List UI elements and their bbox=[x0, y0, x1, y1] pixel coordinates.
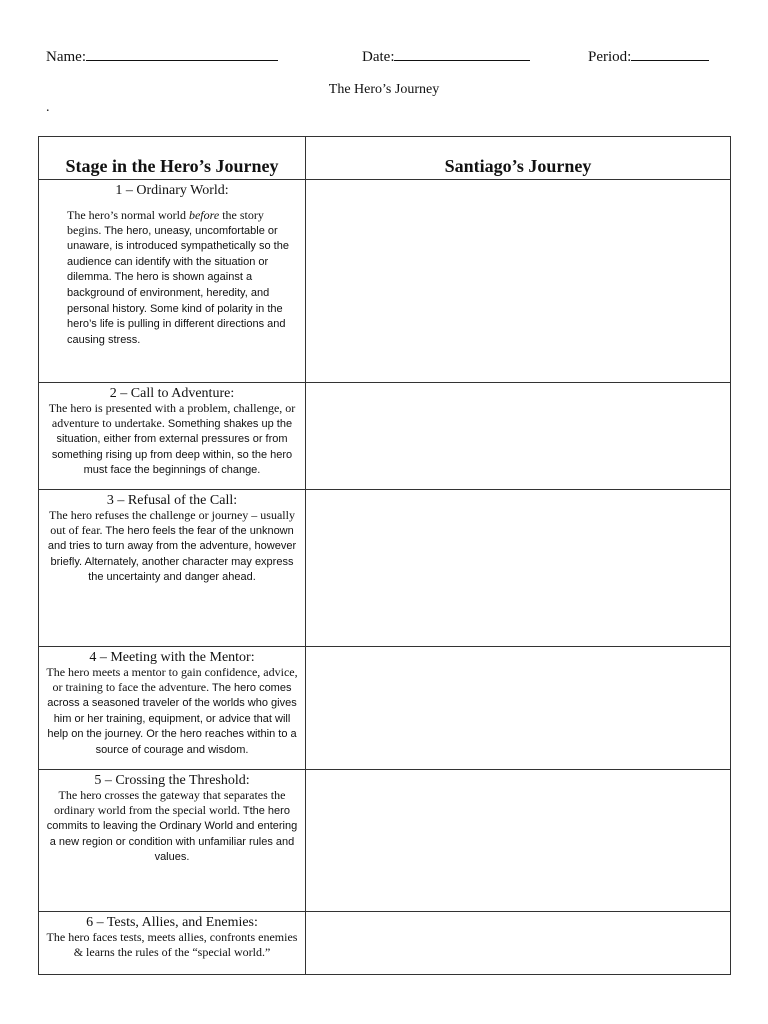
date-field[interactable] bbox=[362, 46, 530, 66]
answer-cell[interactable] bbox=[306, 490, 731, 647]
name-field[interactable] bbox=[46, 46, 278, 66]
document-title: The Hero’s Journey bbox=[328, 82, 440, 97]
stage-cell bbox=[39, 912, 306, 975]
stage-cell bbox=[39, 383, 306, 490]
stage-description bbox=[39, 401, 305, 478]
desc-sans: The hero feels the fear of the unknown and tries to turn away from the adventure, however briefly. Alternately, another character may express the uncertainty and danger ahead. bbox=[47, 524, 297, 584]
stage-cell bbox=[39, 180, 306, 383]
table-row bbox=[39, 383, 731, 490]
desc-sans: Something shakes up the situation, either from external pressures or from something rising up from deep within, so the hero must face the beginnings of change. bbox=[51, 417, 293, 477]
desc-sans: The hero, uneasy, uncomfortable or unaware, is introduced sympathetically so the audience can identify with the situation or dilemma. The hero is shown against a background of environment, heredity, and personal history. Some kind of polarity in the hero’s life is pulling in different directions and causing stress. bbox=[67, 224, 289, 346]
stage-cell bbox=[39, 490, 306, 647]
table-row bbox=[39, 770, 731, 912]
desc-serif-b: the story begins. bbox=[67, 208, 264, 237]
stage-description bbox=[39, 665, 305, 758]
date-label: Date: bbox=[362, 49, 395, 65]
name-blank-line[interactable] bbox=[86, 46, 278, 61]
desc-serif: The hero meets a mentor to gain confidence, advice, or training to face the adventure. bbox=[46, 665, 298, 694]
desc-sans: Tthe hero commits to leaving the Ordinary World and entering a new region or condition with unfamiliar rules and values. bbox=[46, 804, 298, 864]
stage-title: 1 – Ordinary World: bbox=[115, 183, 229, 198]
desc-sans: The hero comes across a seasoned traveler of the worlds who gives him or her training, equipment, or advice that will help on the journey. Or the hero reaches within to a source of courage and wisdom. bbox=[47, 681, 297, 756]
stage-description bbox=[39, 788, 305, 865]
period-blank-line[interactable] bbox=[631, 46, 709, 61]
stage-description bbox=[39, 198, 305, 347]
stage-title: 2 – Call to Adventure: bbox=[109, 386, 235, 401]
stage-title: 5 – Crossing the Threshold: bbox=[94, 773, 250, 788]
stage-description bbox=[39, 508, 305, 585]
answer-cell[interactable] bbox=[306, 383, 731, 490]
period-field[interactable] bbox=[588, 46, 709, 66]
stage-title: 4 – Meeting with the Mentor: bbox=[89, 650, 255, 665]
stage-cell bbox=[39, 770, 306, 912]
stray-mark: . bbox=[46, 100, 50, 115]
col-header-stage: Stage in the Hero’s Journey bbox=[39, 137, 306, 180]
name-label: Name: bbox=[46, 49, 86, 65]
answer-cell[interactable] bbox=[306, 647, 731, 770]
date-blank-line[interactable] bbox=[394, 46, 530, 61]
desc-serif: The hero refuses the challenge or journey – usually out of fear. bbox=[49, 508, 295, 537]
stage-title: 6 – Tests, Allies, and Enemies: bbox=[86, 915, 258, 930]
desc-serif: The hero faces tests, meets allies, confronts enemies & learns the rules of the “special world.” bbox=[46, 930, 298, 959]
col-header-santiago: Santiago’s Journey bbox=[306, 137, 731, 180]
desc-serif: The hero crosses the gateway that separates the ordinary world from the special world. bbox=[54, 788, 286, 817]
table-header-row bbox=[39, 137, 731, 180]
journey-table bbox=[38, 136, 731, 975]
answer-cell[interactable] bbox=[306, 770, 731, 912]
period-label: Period: bbox=[588, 49, 632, 65]
answer-cell[interactable] bbox=[306, 912, 731, 975]
answer-cell[interactable] bbox=[306, 180, 731, 383]
table-row bbox=[39, 180, 731, 383]
table-row bbox=[39, 647, 731, 770]
stage-title: 3 – Refusal of the Call: bbox=[106, 493, 238, 508]
stage-description bbox=[39, 930, 305, 960]
desc-serif: The hero is presented with a problem, challenge, or adventure to undertake. bbox=[48, 401, 296, 430]
table-row bbox=[39, 490, 731, 647]
stage-cell bbox=[39, 647, 306, 770]
desc-serif-a: The hero’s normal world bbox=[67, 208, 189, 222]
desc-italic: before bbox=[188, 208, 220, 222]
table-row bbox=[39, 912, 731, 975]
